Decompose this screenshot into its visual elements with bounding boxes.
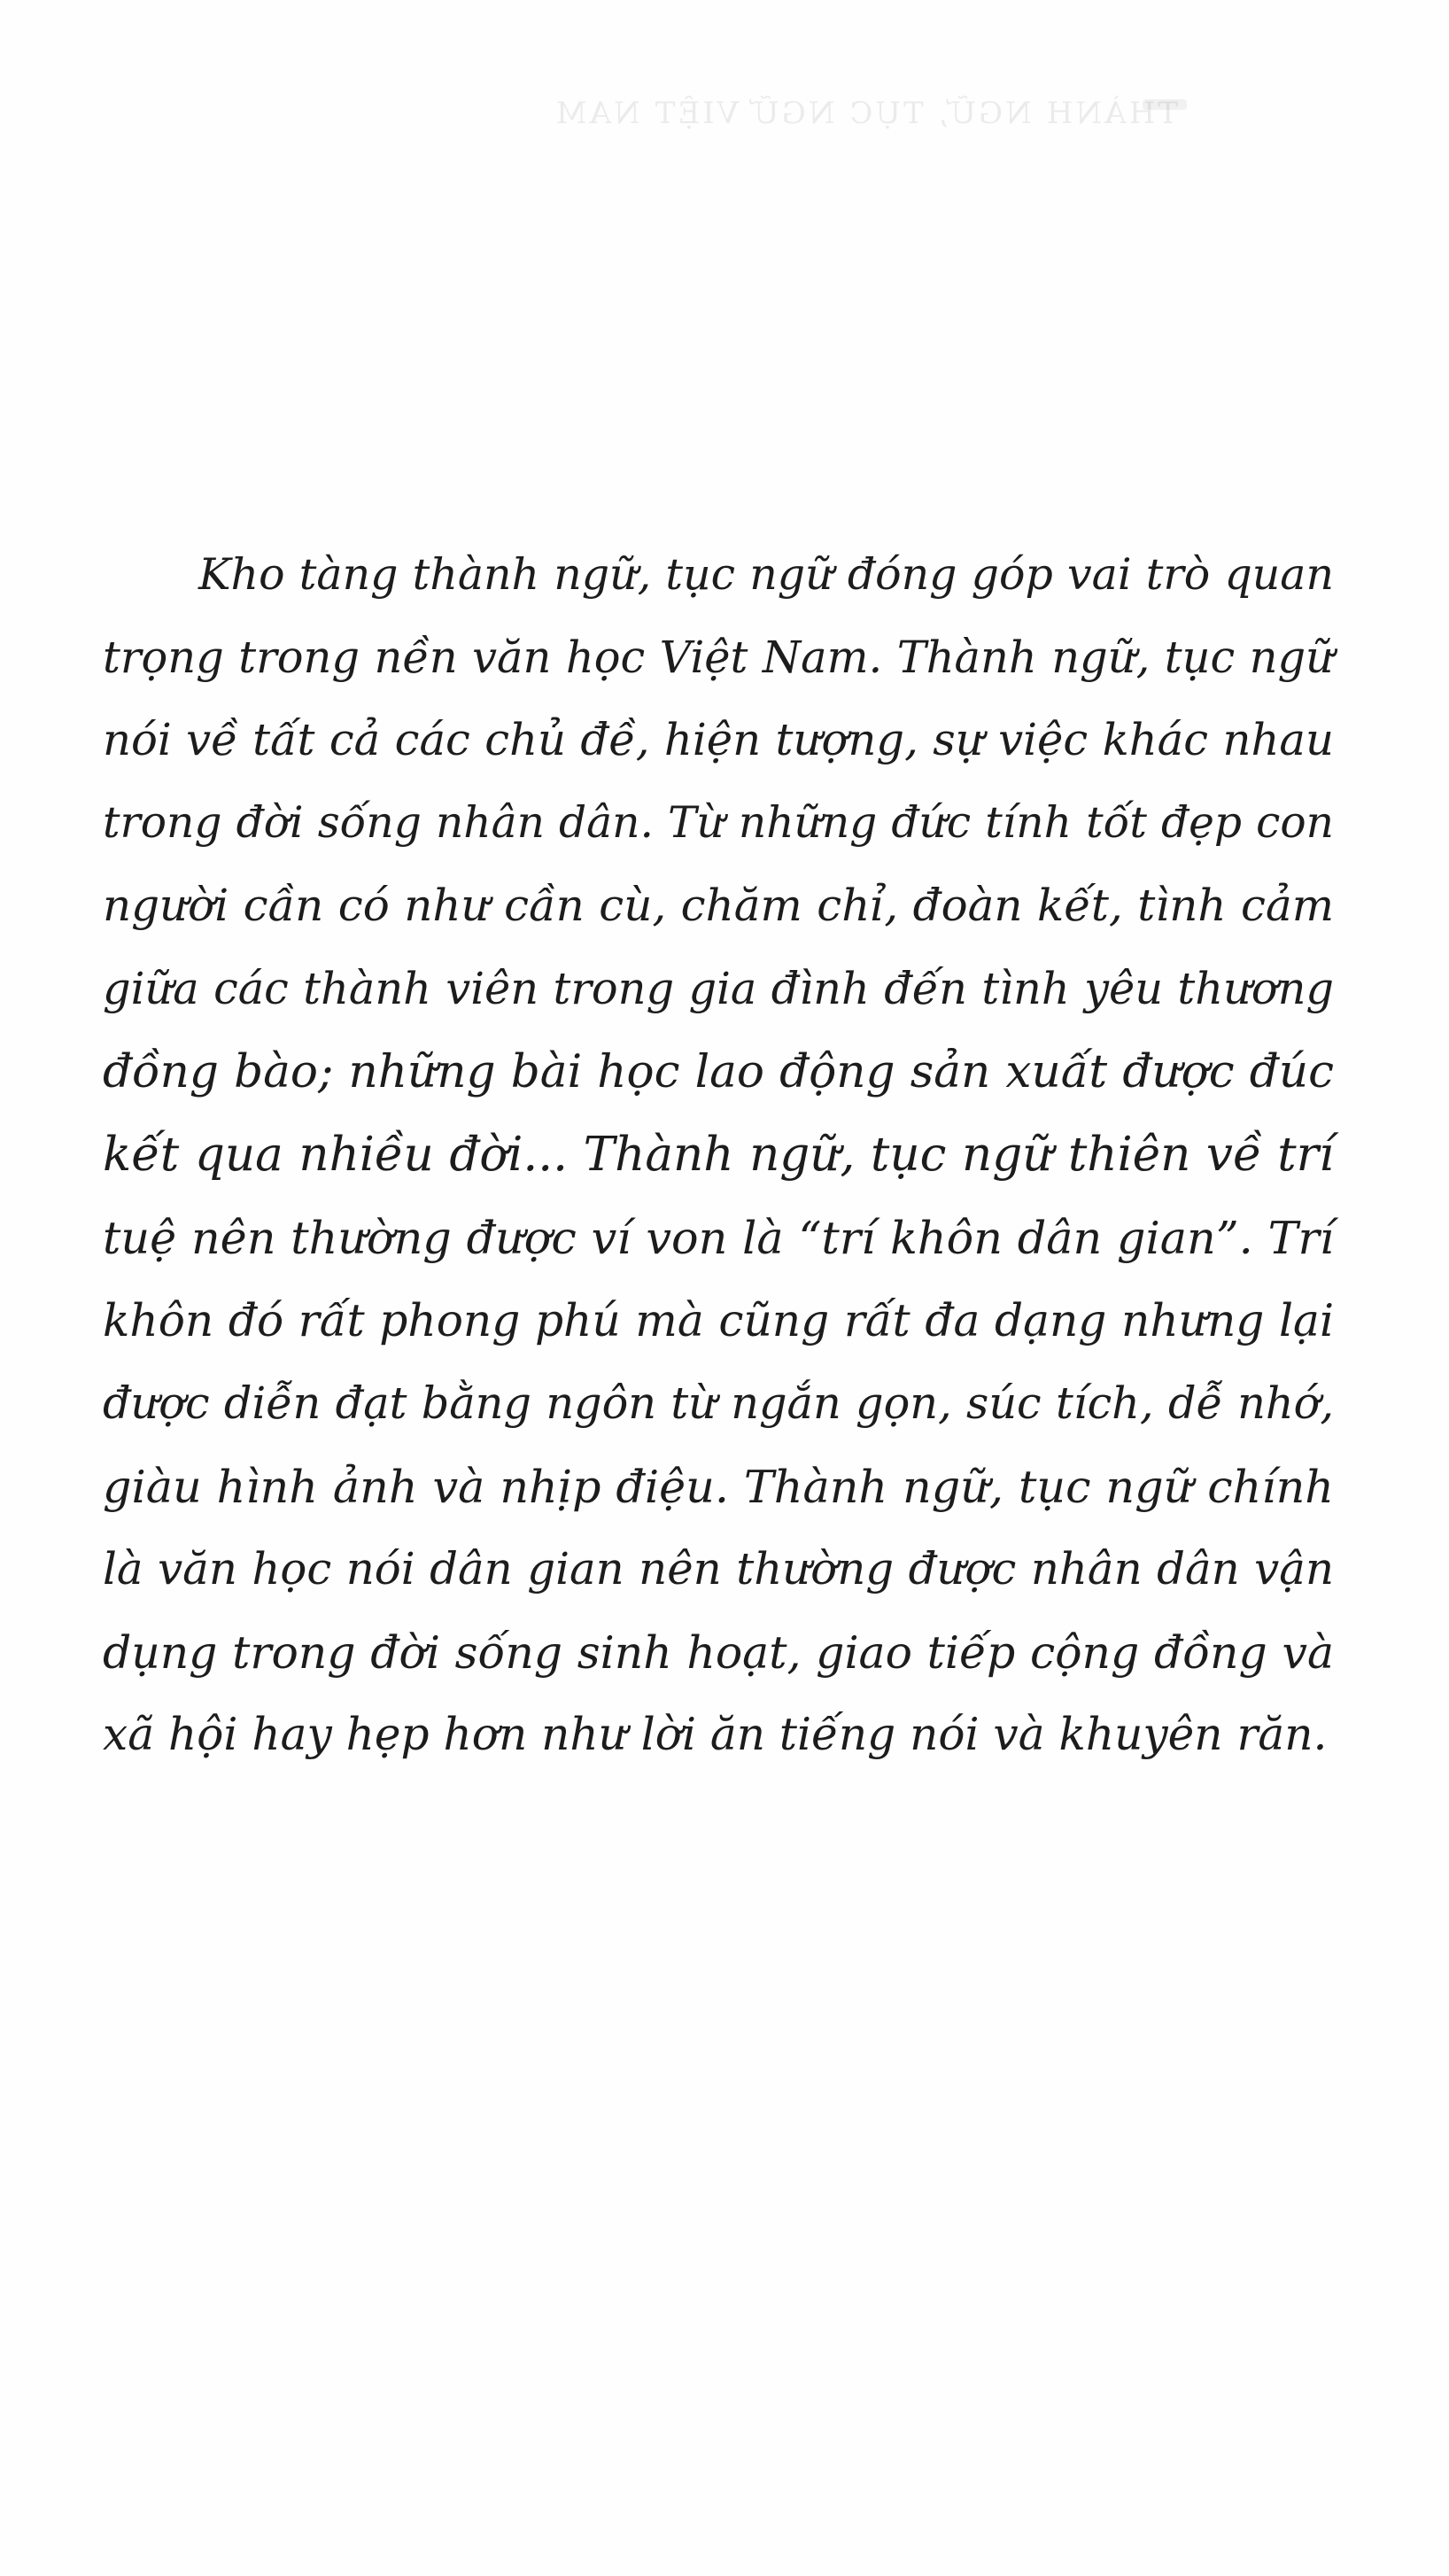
show-through-page-number — [1143, 99, 1187, 110]
paragraph-line: đồng bào; những bài học lao động sản xuất được đúc — [103, 1044, 1334, 1098]
paragraph-line: dụng trong đời sống sinh hoạt, giao tiếp cộng đồng và — [103, 1626, 1334, 1679]
paragraph-line: Kho tàng thành ngữ, tục ngữ đóng góp vai trò quan — [198, 549, 1334, 600]
paragraph-line: nói về tất cả các chủ đề, hiện tượng, sự việc khác nhau — [103, 714, 1334, 766]
paragraph-line: xã hội hay hẹp hơn như lời ăn tiếng nói và khuyên răn. — [103, 1709, 1328, 1761]
paragraph-line: kết qua nhiều đời... Thành ngữ, tục ngữ thiên về trí — [103, 1127, 1334, 1183]
paragraph-line: giữa các thành viên trong gia đình đến tình yêu thương — [103, 962, 1334, 1014]
body-paragraph — [103, 533, 1334, 1777]
paragraph-line: giàu hình ảnh và nhịp điệu. Thành ngữ, tục ngữ chính — [103, 1460, 1334, 1513]
paragraph-line: tuệ nên thường được ví von là “trí khôn dân gian”. Trí — [103, 1211, 1334, 1264]
paragraph-line: được diễn đạt bằng ngôn từ ngắn gọn, súc tích, dễ nhớ, — [103, 1377, 1334, 1429]
show-through-running-header: THÀNH NGỮ, TỤC NGỮ VIỆT NAM — [553, 96, 1178, 131]
paragraph-line: khôn đó rất phong phú mà cũng rất đa dạng nhưng lại — [103, 1294, 1334, 1347]
paragraph-line: trọng trong nền văn học Việt Nam. Thành ngữ, tục ngữ — [103, 631, 1334, 683]
paragraph-line: là văn học nói dân gian nên thường được nhân dân vận — [103, 1543, 1334, 1595]
paragraph-line: người cần có như cần cù, chăm chỉ, đoàn kết, tình cảm — [103, 880, 1334, 932]
paragraph-line: trong đời sống nhân dân. Từ những đức tính tốt đẹp con — [103, 797, 1334, 848]
